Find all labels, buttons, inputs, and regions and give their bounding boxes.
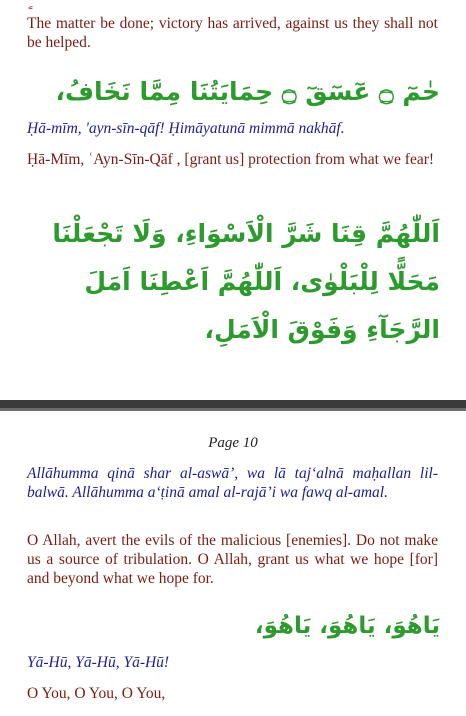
page-separator [0, 400, 466, 411]
transliteration-line: Ḥā-mīm, 'ayn-sīn-qāf! Ḥimāyatunā mimmā nakhāf. [27, 120, 345, 137]
transliteration-line: Yā-Hū, Yā-Hū, Yā-Hū! [27, 654, 170, 671]
transliteration-paragraph: Allāhumma qinā shar al-aswā’, wa lā taj‘alnā maḥallan lil-balwā. Allāhumma a‘ṭinā amal al-rajā’i wa fawq al-amal. [27, 465, 438, 501]
arabic-verse: حٰمٓ ۝ عٓسٓقٓ ۝ حِمَايَتُنَا مِمَّا نَخَافُ، [55, 77, 440, 106]
translation-line: O You, O You, O You, [27, 685, 166, 702]
arabic-verse: يَاهُوَ، يَاهُوَ، يَاهُوَ، [254, 613, 440, 639]
translation-paragraph: The matter be done; victory has arrived, against us they shall not be helped. [27, 15, 438, 51]
arabic-verse: اَللّٰهُمَّ قِنَا شَرَّ الْاَسْوَاءِ، وَلَا تَجْعَلْنَا مَحَلًّا لِلْبَلْوٰى، اَللّٰهُمَّ اَعْطِنَا اَمَلَ الرَّجَآءِ وَفَوْقَ الْاَمَلِ، [52, 219, 440, 344]
page-number: Page 10 [208, 435, 258, 451]
translation-paragraph: O Allah, avert the evils of the malicious [enemies]. Do not make us a source of tribulation. O Allah, grant us what we hope [for] and beyond what we hope for. [27, 532, 438, 587]
translation-paragraph: Ḥā-Mīm, ʿAyn-Sīn-Qāf , [grant us] protection from what we fear! [27, 151, 435, 168]
